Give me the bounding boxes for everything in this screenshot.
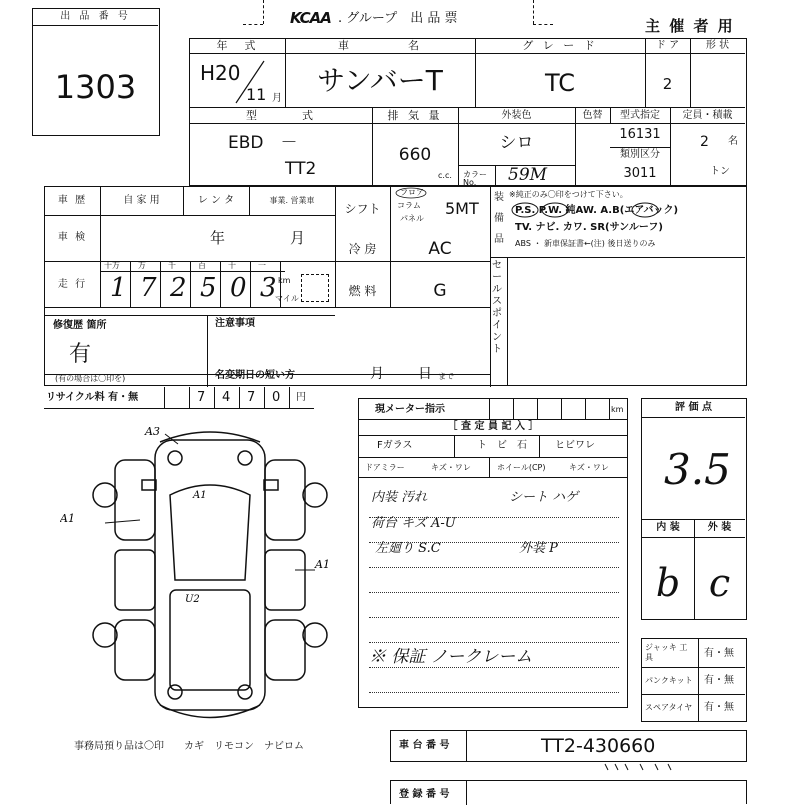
exterior-color: シロ [499,133,534,153]
inspector-remark: ※ 保証 ノークレーム [369,647,533,667]
short-month: 月 [370,366,384,382]
month-unit: 月 [272,93,282,104]
exterior-grade: c [708,561,731,605]
inspector-box [358,398,628,708]
damage-mark: A1 [60,512,75,525]
year-month: 11 [246,85,267,104]
color-no: 59M [508,165,548,185]
form-title: . グループ 出 品 票 [338,11,458,26]
place-1: 一 [258,261,266,270]
brand-logo: KCAA [290,9,331,27]
crop-mark [533,24,553,25]
km-unit: km [278,276,291,285]
class-no: 3011 [623,166,657,181]
glass-crack[interactable]: ヒビワレ [555,440,595,451]
color-swap-label: 色替 [582,110,603,121]
yen-unit: 円 [296,392,306,403]
door-label: ド ア [655,40,680,51]
equip-line-3[interactable]: ABS ・ 新車保証書←(注) 後日送りのみ [515,239,656,248]
interior-grade: b [655,561,681,605]
displacement: 660 [398,145,432,165]
place-10: 十 [228,261,236,270]
chassis-box [390,730,747,762]
capacity: 2 [700,134,709,150]
short-until: まで [438,372,454,381]
lot-box [32,8,160,136]
glass-options[interactable]: ト ビ 石 [477,440,527,451]
model-label: 型 式 [246,109,316,122]
type-spec-no: 16131 [619,127,661,142]
place-1k: 千 [168,261,176,270]
mile-checkbox[interactable] [301,274,329,302]
tool-label: ジャッキ 工 具 [645,643,688,662]
damage-mark: A1 [315,558,330,571]
short-date-label: 名変期日の短い方 [215,370,295,381]
glass-label: Fガラス [377,440,413,451]
mirror-label: ドアミラー [365,463,405,472]
place-100: 百 [198,261,206,270]
recycle-label: リサイクル料 有・無 [46,392,139,403]
repair-label: 修復歴 箇所 [53,320,107,331]
place-10k: 万 [138,261,146,270]
tool-value[interactable]: 有・無 [704,648,734,659]
tool-value[interactable]: 有・無 [704,675,734,686]
inspector-note: 内装 汚れ [371,490,428,505]
equip-line-2[interactable]: TV. ナビ. カワ. SR(サンルーフ) [515,222,663,233]
interior-label: 内 装 [656,522,680,533]
registration-box [390,780,747,804]
recycle-digit: 7 [247,390,256,405]
inspector-note: 外装 P [519,541,558,556]
ac-value: AC [428,239,452,259]
mileage-digit: 0 [230,273,247,303]
damage-mark: U2 [185,594,200,605]
short-day: 日 [418,366,432,382]
inspection-label: 車 検 [57,232,88,243]
capacity-unit: 名 [728,136,738,147]
shift-value: 5MT [445,199,479,218]
mileage-digit: 3 [260,273,277,303]
inspector-note: 荷台 キズ A-U [371,516,456,531]
mileage-digit: 5 [200,273,217,303]
year-era: H20 [200,61,241,85]
tools-box [641,638,747,722]
history-label: 車 歴 [57,195,88,206]
door-count: 2 [662,75,673,93]
mile-unit: マイル [275,294,299,303]
damage-mark: A1 [193,490,207,501]
fuel-label: 燃 料 [348,284,377,298]
notes-label: 注意事項 [215,318,255,329]
color-no-label: カラー No. [463,170,487,187]
recycle-digit: 0 [272,390,281,405]
meter-digit-boxes [489,399,609,419]
recycle-digit: 7 [197,390,206,405]
inspector-note: シート ハゲ [509,490,579,505]
shift-column: コラム [397,201,421,210]
circle-mark [393,187,433,227]
inspector-title: ［ 査 定 員 記 入 ］ [447,421,539,432]
grade-label: 評 価 点 [675,402,712,413]
crop-mark [263,0,264,24]
cc-unit: c.c. [438,171,452,180]
exterior-color-label: 外装色 [501,110,532,121]
inspection-year: 年 [210,229,226,247]
meter-label: 現メーター指示 [375,404,445,415]
office-items: 事務局預り品は〇印 カギ リモコン ナビロム [74,741,304,752]
lot-number: 1303 [54,68,137,106]
name-label: 車 名 [338,39,422,52]
inspection-month: 月 [290,229,306,247]
capacity-label: 定員・積載 [682,110,733,121]
fuel-value: G [433,281,447,301]
wheel-label: ホイール(CP) [497,463,546,472]
ac-label: 冷 房 [348,242,377,256]
model-code: TT2 [285,159,317,179]
damage-mark: A3 [145,425,160,438]
business-use[interactable]: 事業. 営業車 [269,196,315,205]
vehicle-grade: TC [544,69,575,97]
private-use[interactable]: 自 家 用 [123,195,160,206]
recycle-digit: 4 [222,390,231,405]
lot-label: 出 品 番 号 [33,9,158,26]
circle-mark [511,201,691,221]
shift-floor: フロア [400,188,424,197]
rental-use[interactable]: レ ン タ [197,195,235,206]
model-prefix: EBD － [228,133,298,153]
mileage-digit: 2 [170,273,187,303]
load-unit: トン [710,166,730,177]
exterior-label: 外 装 [707,522,732,533]
chassis-label: 車 台 番 号 [399,740,450,751]
shift-label: シフト [344,202,381,216]
grade-score: 3.5 [664,445,731,494]
inspector-note: 左廻り S.C [375,541,441,556]
mileage-digit: 7 [140,273,157,303]
displacement-label: 排 気 量 [387,109,443,122]
mirror-options[interactable]: キズ・ワレ [431,463,471,472]
sales-point-label: セ ー ル ス ポ イ ン ト [492,260,502,355]
tool-value[interactable]: 有・無 [704,702,734,713]
repair-value: 有 [69,342,92,367]
mileage-label: 走 行 [57,279,88,290]
crop-mark [533,0,534,24]
wheel-options[interactable]: キズ・ワレ [569,463,609,472]
grade-box [641,398,747,620]
place-100k: 十万 [104,261,120,270]
class-label: 類別区分 [620,149,660,160]
repair-note: (有の場合は〇印を) [55,374,126,383]
registration-label: 登 録 番 号 [399,789,450,800]
grade-label: グ レ ー ド [522,39,598,52]
meter-km: km [611,405,624,414]
tool-label: スペアタイヤ [645,703,693,712]
year-label: 年 式 [216,39,259,52]
shift-panel: パネル [400,214,424,223]
mileage-digit: 1 [110,273,127,303]
equip-label-1: 装 [494,192,504,203]
chassis-number: TT2-430660 [541,735,656,757]
vehicle-name: サンバーT [317,64,443,97]
car-damage-diagram [60,420,360,740]
recycle-row [44,387,314,409]
mileage-digits [100,261,285,307]
tick-marks [600,762,680,774]
organizer-label: 主 催 者 用 [645,17,735,35]
crop-mark [243,24,263,25]
equip-line-1[interactable]: P.S. P.W. 純AW. A.B(エアバック) [515,205,679,216]
equip-label-2: 備 [494,213,504,224]
tool-label: パンクキット [645,676,693,685]
equip-note: ※純正のみ〇印をつけて下さい。 [509,190,628,199]
equip-label-3: 品 [494,234,504,245]
vehicle-table [189,38,747,186]
history-table [44,186,747,386]
type-spec-label: 型式指定 [620,110,660,121]
shape-label: 形 状 [705,40,730,51]
